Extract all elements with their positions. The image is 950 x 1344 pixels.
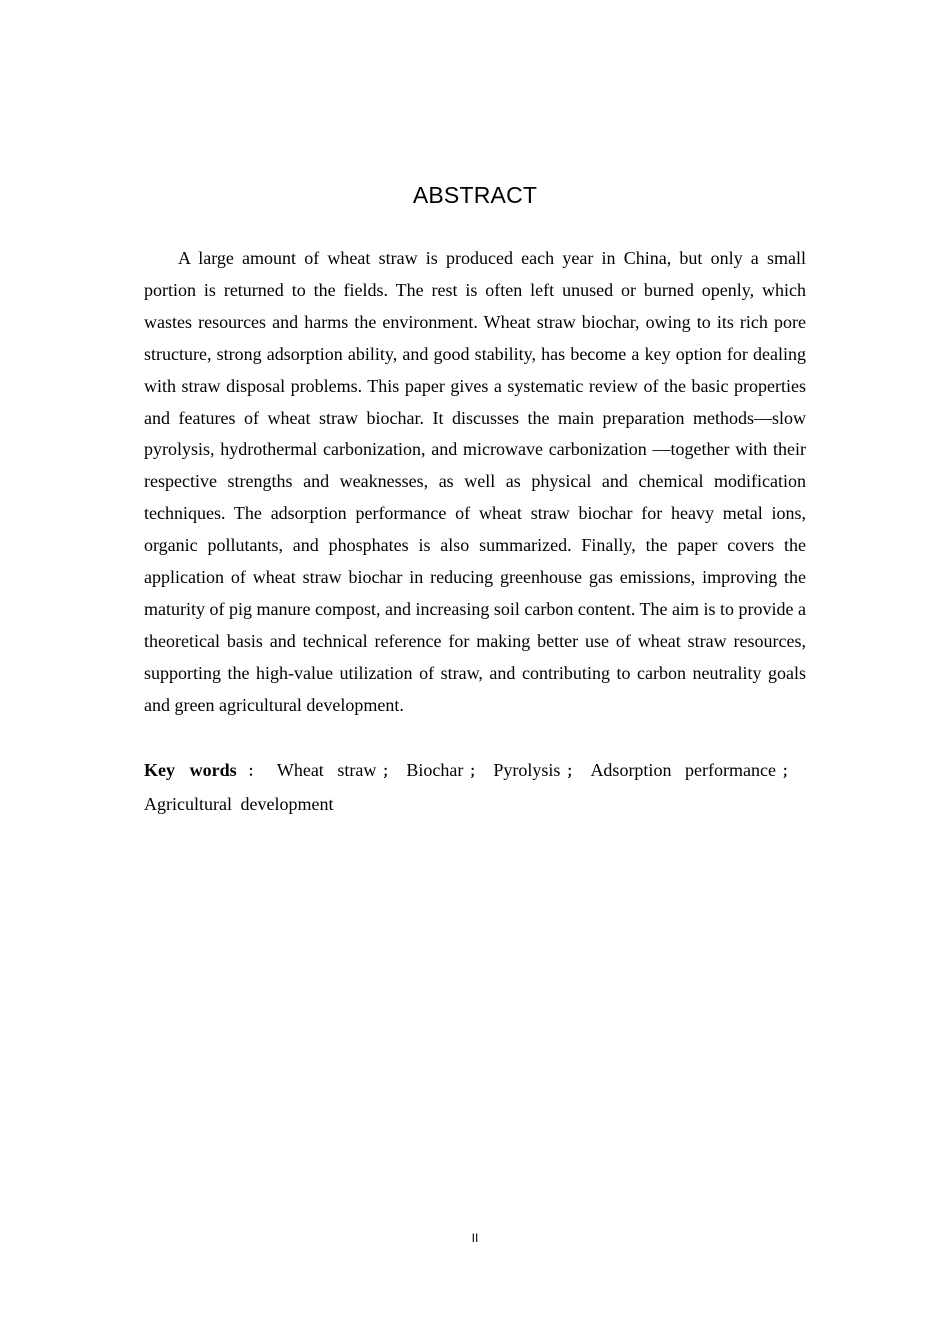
keyword-item: Adsorption performance (590, 760, 776, 780)
keyword-separator: ； (382, 764, 397, 780)
keywords-label: Key words (144, 760, 237, 780)
abstract-title: ABSTRACT (412, 182, 538, 208)
abstract-paragraph: A large amount of wheat straw is produced each year in China, but only a small portion is returned to the fields. The rest is often left unused or burned openly, which wastes resources and harms the environment. Wheat straw biochar, owing to its rich pore structure, strong adsorption ability, and good stability, has become a key option for dealing with straw disposal problems. This paper gives a systematic review of the basic properties and features of wheat straw biochar. It discusses the main preparation methods—slow pyrolysis, hydrothermal carbonization, and microwave carbonization —together with their respective strengths and weaknesses, as well as physical and chemical modification techniques. The adsorption performance of wheat straw biochar for heavy metal ions, organic pollutants, and phosphates is also summarized. Finally, the paper covers the application of wheat straw biochar in reducing greenhouse gas emissions, improving the maturity of pig manure compost, and increasing soil carbon content. The aim is to provide a theoretical basis and technical reference for making better use of wheat straw resources, supporting the high-value utilization of straw, and contributing to carbon neutrality goals and green agricultural development. (144, 248, 807, 715)
keyword-separator: ； (566, 764, 581, 780)
keyword-item: Pyrolysis (493, 760, 561, 780)
keyword-item: Biochar (406, 760, 464, 780)
page-number: II (471, 1231, 479, 1245)
keywords-label-colon: ： (242, 764, 267, 780)
keyword-item: Agricultural development (144, 793, 334, 814)
keywords-line (144, 755, 806, 820)
keyword-separator: ； (469, 764, 484, 780)
keyword-separator: ； (782, 764, 796, 780)
keyword-item: Wheat straw (276, 760, 377, 780)
